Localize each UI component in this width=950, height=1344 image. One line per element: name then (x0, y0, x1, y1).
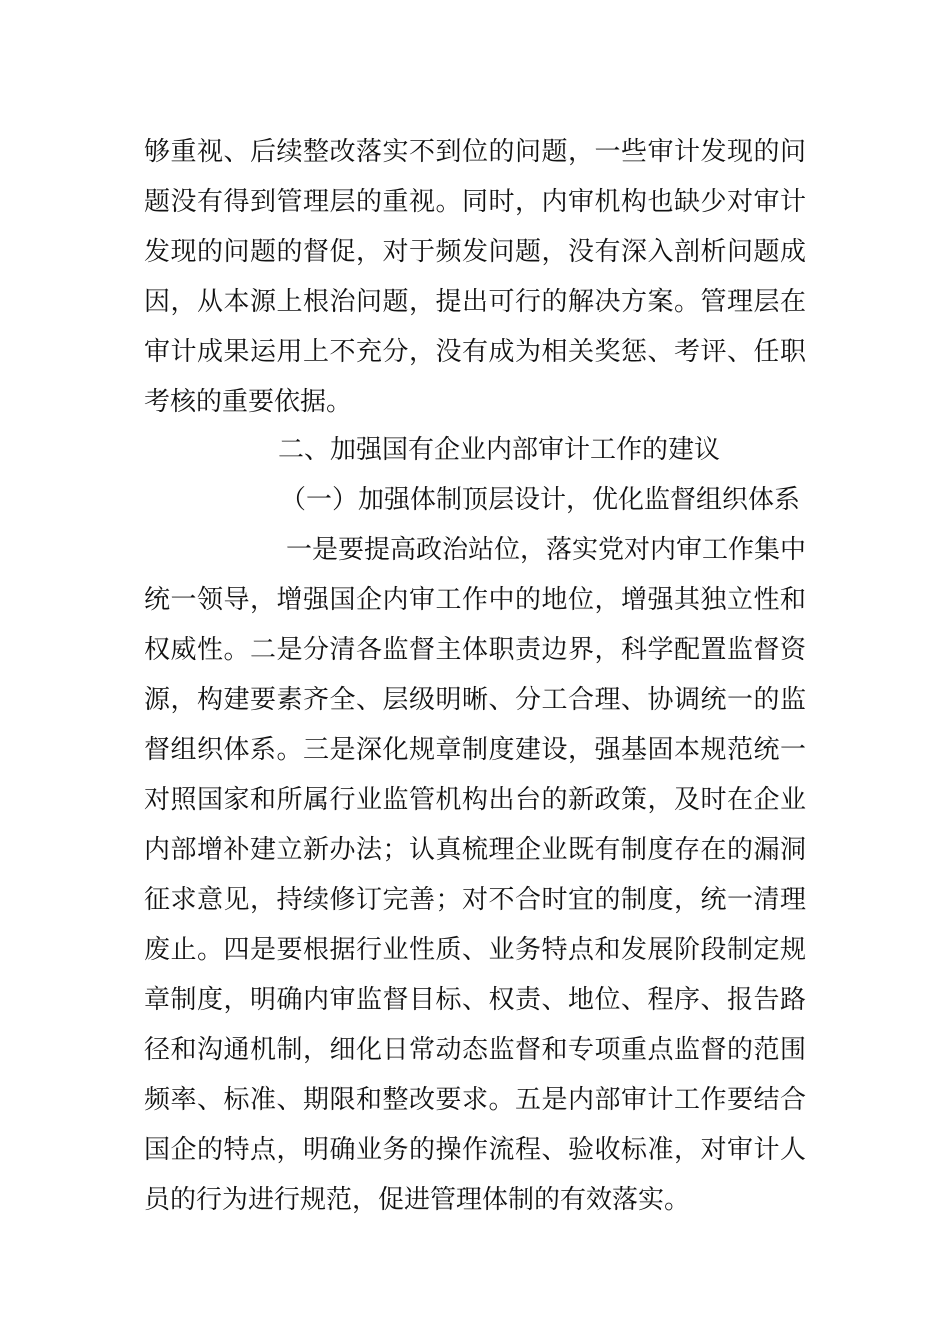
paragraph-2-line-10: 章制度，明确内审监督目标、权责、地位、程序、报告路 (144, 985, 806, 1015)
paragraph-2-line-7: 内部增补建立新办法；认真梳理企业既有制度存在的漏洞 (144, 835, 806, 865)
subsection-heading: （一）加强体制顶层设计，优化监督组织体系 (280, 485, 801, 515)
paragraph-2-line-13: 国企的特点，明确业务的操作流程、验收标准，对审计人 (144, 1135, 806, 1165)
paragraph-2-line-3: 权威性。二是分清各监督主体职责边界，科学配置监督资 (144, 635, 806, 665)
paragraph-2-line-5: 督组织体系。三是深化规章制度建设，强基固本规范统一 (144, 735, 806, 765)
paragraph-2-line-1: 一是要提高政治站位，落实党对内审工作集中 (286, 535, 806, 565)
paragraph-2-line-9: 废止。四是要根据行业性质、业务特点和发展阶段制定规 (144, 935, 806, 965)
paragraph-1-line-6: 考核的重要依据。 (144, 387, 353, 417)
paragraph-1-line-3: 发现的问题的督促，对于频发问题，没有深入剖析问题成 (144, 237, 806, 267)
paragraph-1-line-2: 题没有得到管理层的重视。同时，内审机构也缺少对审计 (144, 187, 806, 217)
paragraph-1-line-5: 审计成果运用上不充分，没有成为相关奖惩、考评、任职 (144, 337, 806, 367)
paragraph-2-line-12: 频率、标准、期限和整改要求。五是内部审计工作要结合 (144, 1085, 806, 1115)
section-heading: 二、加强国有企业内部审计工作的建议 (278, 435, 721, 465)
paragraph-2-line-14: 员的行为进行规范，促进管理体制的有效落实。 (144, 1185, 691, 1215)
paragraph-2-line-4: 源，构建要素齐全、层级明晰、分工合理、协调统一的监 (144, 685, 806, 715)
paragraph-1-line-4: 因，从本源上根治问题，提出可行的解决方案。管理层在 (144, 287, 806, 317)
paragraph-2-line-8: 征求意见，持续修订完善；对不合时宜的制度，统一清理 (144, 885, 806, 915)
paragraph-2-line-2: 统一领导，增强国企内审工作中的地位，增强其独立性和 (144, 585, 806, 615)
paragraph-1-line-1: 够重视、后续整改落实不到位的问题，一些审计发现的问 (144, 137, 806, 167)
paragraph-2-line-11: 径和沟通机制，细化日常动态监督和专项重点监督的范围 (144, 1035, 806, 1065)
paragraph-2-line-6: 对照国家和所属行业监管机构出台的新政策，及时在企业 (144, 785, 806, 815)
